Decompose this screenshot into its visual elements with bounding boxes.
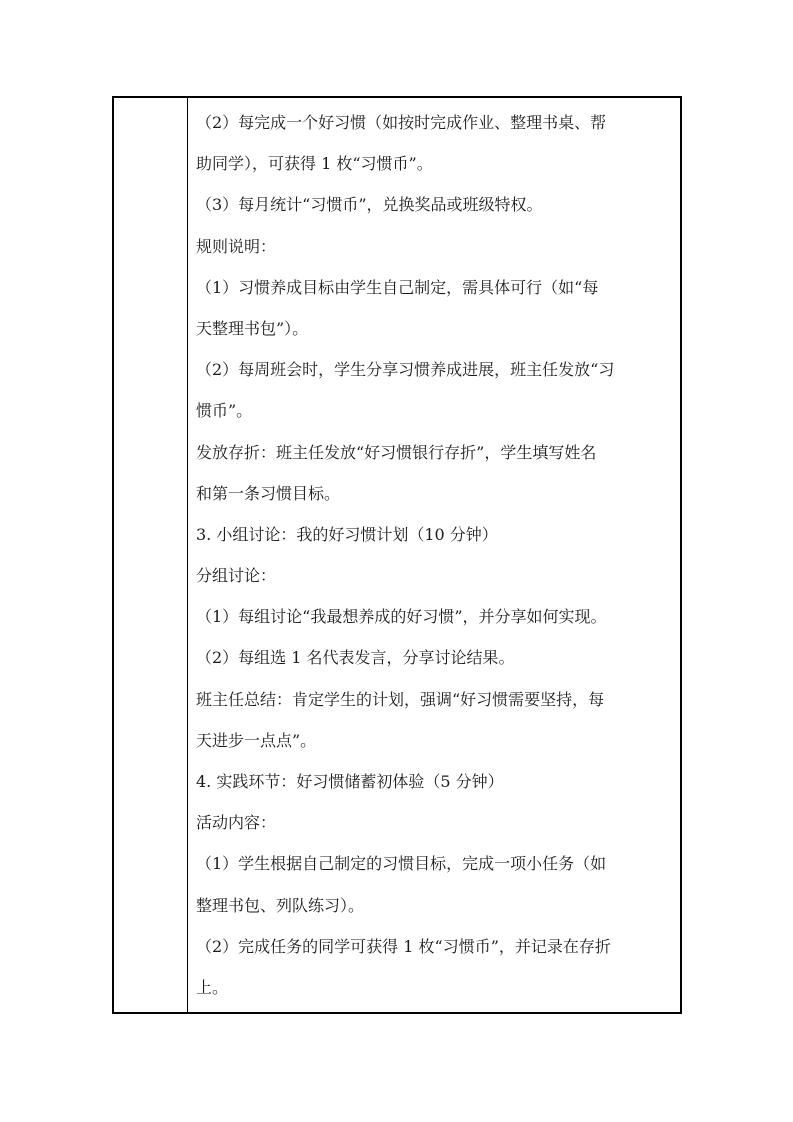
text-line: （1）学生根据自己制定的习惯目标，完成一项小任务（如 xyxy=(196,854,607,874)
text-line: 分组讨论： xyxy=(196,566,277,586)
text-line: 天整理书包”）。 xyxy=(196,318,309,338)
left-column-cell xyxy=(114,98,188,1012)
text-line: 规则说明： xyxy=(196,236,277,256)
section-heading: 4. 实践环节：好习惯储蓄初体验（5 分钟） xyxy=(196,772,504,791)
text-line: 天进步一点点”。 xyxy=(196,730,317,750)
text-line: 惯币”。 xyxy=(196,401,253,421)
text-line: （1）每组讨论“我最想养成的好习惯”，并分享如何实现。 xyxy=(196,607,607,627)
text-line: 和第一条习惯目标。 xyxy=(196,483,341,503)
section-heading: 3. 小组讨论：我的好习惯计划（10 分钟） xyxy=(196,524,498,544)
text-line: 班主任总结：肯定学生的计划，强调“好习惯需要坚持，每 xyxy=(196,689,605,709)
text-line: 助同学），可获得 1 枚“习惯币”。 xyxy=(196,154,433,174)
text-line: （2）每组选 1 名代表发言，分享讨论结果。 xyxy=(196,648,515,668)
content-cell xyxy=(190,98,680,1012)
text-line: 活动内容： xyxy=(196,813,277,833)
text-line: （3）每月统计“习惯币”，兑换奖品或班级特权。 xyxy=(196,195,543,215)
text-line: 发放存折：班主任发放“好习惯银行存折”，学生填写姓名 xyxy=(196,442,597,462)
text-line: （1）习惯养成目标由学生自己制定，需具体可行（如“每 xyxy=(196,277,599,297)
text-line: 整理书包、列队练习）。 xyxy=(196,895,365,915)
text-line: （2）每完成一个好习惯（如按时完成作业、整理书桌、帮 xyxy=(196,113,607,132)
lesson-plan-table xyxy=(112,96,682,1014)
text-line: 上。 xyxy=(196,977,229,997)
text-line: （2）完成任务的同学可获得 1 枚“习惯币”，并记录在存折 xyxy=(196,936,611,956)
text-line: （2）每周班会时，学生分享习惯养成进展，班主任发放“习 xyxy=(196,360,615,380)
